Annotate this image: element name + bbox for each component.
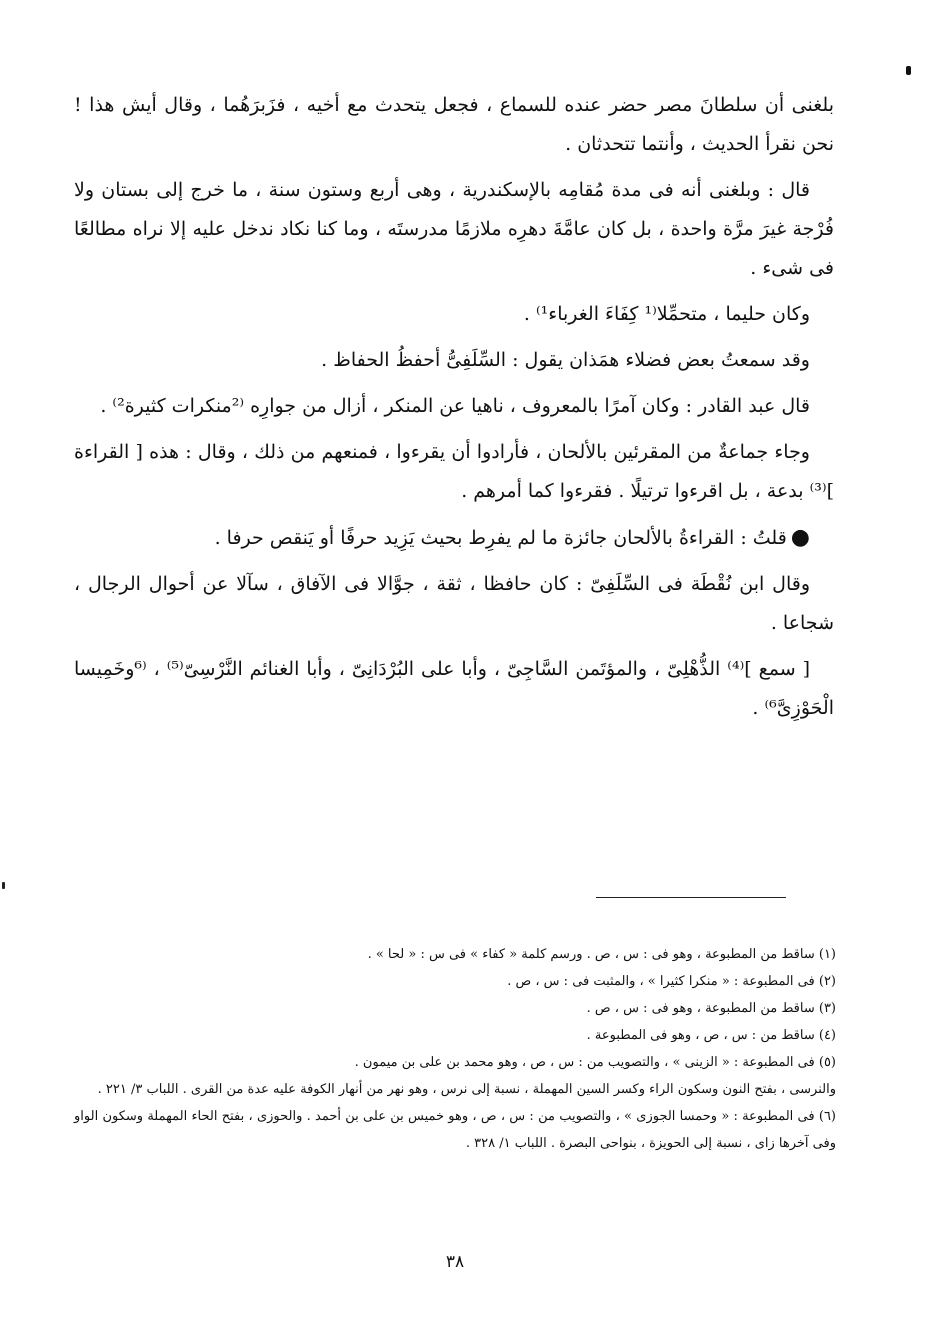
paragraph-patience: وكان حليما ، متحمِّلا⁽¹ كِفَاءَ الغرباء¹⁾ . <box>523 303 810 325</box>
paragraph-hamadhan: وقد سمعتُ بعض فضلاء همَذان يقول : السِّلَفِىُّ أحفظُ الحفاظ . <box>321 349 810 371</box>
page-number: ٣٨ <box>445 1252 465 1272</box>
corner-mark <box>906 66 911 75</box>
paragraph-ibn-nuqta: وقال ابن نُقْطَة فى السِّلَفِىّ : كان حافظا ، ثقة ، جوَّالا فى الآفاق ، سآلا عن أحوال الرجال ، شجاعا . <box>74 573 834 634</box>
paragraph-comment <box>74 518 834 558</box>
paragraph-heard: [ سمع ]⁽⁴⁾ الذُّهْلِىّ ، والمؤتَمن السَّاجِىّ ، وأبا على البُرْدَانِىّ ، وأبا الغنائم النَّرْسِىّ⁽⁵⁾ ، ⁽⁶وخَمِيسا الْحَوْزِىَّ⁶⁾ . <box>74 658 834 719</box>
footnote-5-continued: والنرسى ، بفتح النون وسكون الراء وكسر السين المهملة ، نسبة إلى نرس ، وهو نهر من أنهار الكوفة عليه عدة من القرى . اللباب ٣/ ٢٢١ . <box>97 1082 836 1097</box>
footnote-1: (١) ساقط من المطبوعة ، وهو فى : س ، ص . ورسم كلمة « كفاء » فى س : « لحا » . <box>367 947 836 962</box>
main-text <box>74 86 834 735</box>
footnote-separator <box>596 897 786 898</box>
paragraph-reciters: وجاء جماعةٌ من المقرئين بالألحان ، فأرادوا أن يقرءوا ، فمنعهم من ذلك ، وقال : هذه [ القراءة ]⁽³⁾ بدعة ، بل اقرءوا ترتيلًا . فقرءوا كما أمرهم . <box>74 441 834 502</box>
footnote-5: (٥) فى المطبوعة : « الزينى » ، والتصويب من : س ، ص ، وهو محمد بن على بن ميمون . <box>354 1055 836 1070</box>
footnotes <box>74 941 836 1157</box>
margin-mark <box>2 882 5 889</box>
footnote-3: (٣) ساقط من المطبوعة ، وهو فى : س ، ص . <box>586 1001 836 1016</box>
bullet-icon: ● <box>790 525 810 550</box>
paragraph-sultan: بلغنى أن سلطانَ مصر حضر عنده للسماع ، فجعل يتحدث مع أخيه ، فزَبرَهُما ، وقال أيش هذا ! نحن نقرأ الحديث ، وأنتما تتحدثان . <box>74 94 834 155</box>
footnote-6: (٦) فى المطبوعة : « وحمسا الجوزى » ، والتصويب من : س ، ص ، وهو خميس بن على بن أحمد . والحوزى ، بفتح الحاء المهملة وسكون الواو وفى آخرها زاى ، نسبة إلى الحويزة ، بنواحى البصرة . اللباب ١/ ٣٢٨ . <box>74 1109 836 1151</box>
comment-text: قلتُ : القراءةُ بالألحان جائزة ما لم يفرِط بحيث يَزِيد حرفًا أو يَنقص حرفا . <box>214 527 787 549</box>
footnote-2: (٢) فى المطبوعة : « منكرا كثيرا » ، والمثبت فى : س ، ص . <box>507 974 836 989</box>
paragraph-abd-alqadir: قال عبد القادر : وكان آمرًا بالمعروف ، ناهيا عن المنكر ، أزال من جوارِه ⁽²منكرات كثيرة²⁾ . <box>100 395 810 417</box>
paragraph-alexandria: قال : وبلغنى أنه فى مدة مُقامِه بالإسكندرية ، وهى أربع وستون سنة ، ما خرج إلى بستان ولا فُرْجة غيرَ مرَّة واحدة ، بل كان عامَّةَ دهرِه ملازمًا مدرستَه ، وما كنا نكاد ندخل عليه إلا نراه مطالعًا فى شىء . <box>74 179 834 279</box>
footnote-4: (٤) ساقط من : س ، ص ، وهو فى المطبوعة . <box>586 1028 836 1043</box>
